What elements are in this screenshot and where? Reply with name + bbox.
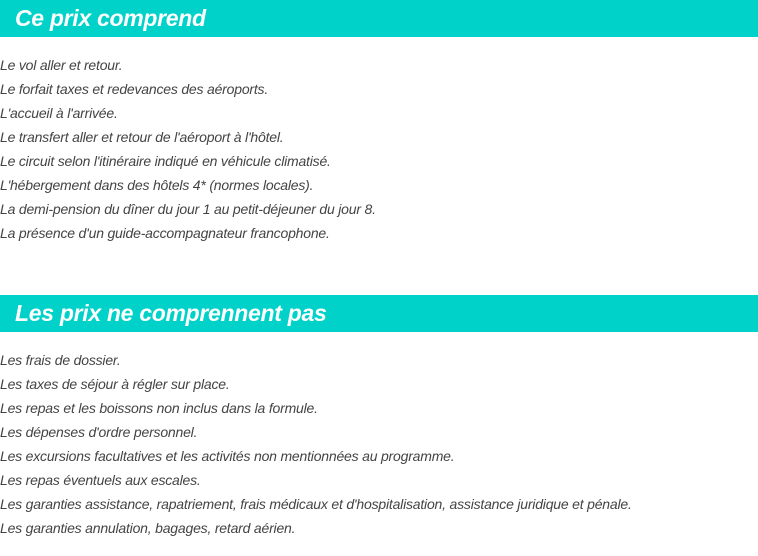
- list-item: La demi-pension du dîner du jour 1 au petit-déjeuner du jour 8.: [0, 201, 376, 217]
- list-item: Les dépenses d'ordre personnel.: [0, 424, 198, 440]
- excluded-section-title: Les prix ne comprennent pas: [0, 295, 758, 332]
- list-item: Le forfait taxes et redevances des aéroports.: [0, 81, 269, 97]
- list-item: Les garanties assistance, rapatriement, frais médicaux et d'hospitalisation, assistance juridique et pénale.: [0, 496, 632, 512]
- list-item: L'accueil à l'arrivée.: [0, 105, 118, 121]
- excluded-list: [0, 348, 632, 540]
- list-item: Le circuit selon l'itinéraire indiqué en véhicule climatisé.: [0, 153, 331, 169]
- list-item: Les excursions facultatives et les activités non mentionnées au programme.: [0, 448, 455, 464]
- list-item: Le vol aller et retour.: [0, 57, 123, 73]
- list-item: Les repas éventuels aux escales.: [0, 472, 201, 488]
- included-section-title: Ce prix comprend: [0, 0, 758, 37]
- included-list: [0, 53, 376, 245]
- list-item: Les garanties annulation, bagages, retard aérien.: [0, 520, 296, 536]
- list-item: Les frais de dossier.: [0, 352, 121, 368]
- list-item: L'hébergement dans des hôtels 4* (normes locales).: [0, 177, 314, 193]
- list-item: Les taxes de séjour à régler sur place.: [0, 376, 230, 392]
- list-item: Le transfert aller et retour de l'aéroport à l'hôtel.: [0, 129, 284, 145]
- list-item: Les repas et les boissons non inclus dans la formule.: [0, 400, 318, 416]
- list-item: La présence d'un guide-accompagnateur francophone.: [0, 225, 330, 241]
